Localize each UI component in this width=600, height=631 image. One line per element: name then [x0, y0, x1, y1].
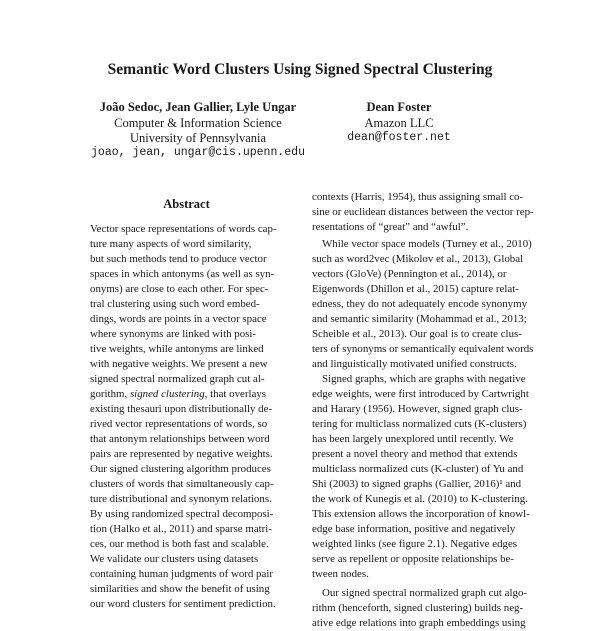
abstract-line: existing thesauri upon distributionally de-: [90, 403, 273, 415]
abstract-line: By using randomized spectral decomposi-: [90, 508, 274, 520]
author-email-1: joao, jean, ungar@cis.upenn.edu: [91, 146, 305, 159]
body-line: Scheible et al., 2013). Our goal is to create clus-: [312, 328, 522, 340]
abstract-line: rived vector representations of words, so: [90, 418, 268, 430]
abstract-line: tral clustering using such word embed-: [90, 298, 260, 310]
affiliation-1-line-1: Computer & Information Science: [114, 116, 282, 130]
body-line: ters of synonyms or semantically equivalent words: [312, 343, 534, 355]
abstract-line: ture distributional and synonym relations.: [90, 493, 272, 505]
body-line: This extension allows the incorporation of knowl-: [312, 508, 530, 520]
paper-title: Semantic Word Clusters Using Signed Spectral Clustering: [107, 61, 493, 78]
abstract-line: clusters of words that simultaneously cap-: [90, 478, 274, 490]
affiliation-1-line-2: University of Pennsylvania: [129, 131, 267, 145]
body-line: and Harary (1956). However, signed graph clus-: [312, 403, 523, 415]
abstract-line: We validate our clusters using datasets: [90, 553, 259, 565]
abstract-line: onyms) are close to each other. For spec-: [90, 283, 269, 295]
author-email-2: dean@foster.net: [347, 131, 451, 144]
body-line: ative edge relations into graph embeddings using: [312, 617, 526, 629]
author-names-1: João Sedoc, Jean Gallier, Lyle Ungar: [99, 100, 297, 114]
body-line: sine or euclidean distances between the vector rep-: [312, 206, 534, 218]
body-line: tering for multiclass normalized cuts (K-clusters): [312, 418, 527, 430]
body-line: edge weights, were first introduced by Cartwright: [312, 388, 529, 400]
abstract-heading: Abstract: [163, 197, 210, 211]
body-line: such as word2vec (Mikolov et al., 2013), Global: [312, 253, 524, 265]
abstract-line: where synonyms are linked with posi-: [90, 328, 257, 340]
body-line: Our signed spectral normalized graph cut algo-: [322, 587, 528, 599]
abstract-line: ces, our method is both fast and scalable.: [90, 538, 269, 550]
abstract-line: tion (Halko et al., 2011) and sparse matri-: [90, 523, 272, 535]
abstract-line: with negative weights. We present a new: [90, 358, 268, 370]
body-line: present a novel theory and method that extends: [312, 448, 518, 460]
body-line: edness, they do not adequately encode synonymy: [312, 298, 528, 310]
body-line: and semantic similarity (Mohammad et al., 2013;: [312, 313, 527, 325]
body-line: Eigenwords (Dhillon et al., 2015) capture relat-: [312, 283, 519, 295]
abstract-line: containing human judgments of word pair: [90, 568, 273, 580]
abstract-line: tive weights, while antonyms are linked: [90, 343, 264, 355]
abstract-line-signed-clustering: gorithm, signed clustering, that overlays: [90, 388, 267, 400]
body-line: tween nodes.: [312, 568, 369, 580]
body-line: While vector space models (Turney et al., 2010): [322, 238, 532, 250]
abstract-line: that antonym relationships between word: [90, 433, 270, 445]
abstract-line: but such methods tend to produce vector: [90, 253, 267, 265]
body-line: vectors (GloVe) (Pennington et al., 2014), or: [312, 268, 507, 280]
body-line: and linguistically motivated unified constructs.: [312, 358, 517, 370]
body-line: serve as repellent or opposite relationships be-: [312, 553, 515, 565]
body-line: Shi (2003) to signed graphs (Gallier, 2016)¹ and: [312, 478, 522, 490]
abstract-line: spaces in which antonyms (as well as syn-: [90, 268, 275, 280]
body-line: edge base information, positive and negatively: [312, 523, 516, 535]
body-line: the work of Kunegis et al. (2010) to K-clustering.: [312, 493, 528, 505]
abstract-line: Vector space representations of words cap-: [90, 223, 277, 235]
abstract-line: pairs are represented by negative weights.: [90, 448, 273, 460]
abstract-line: signed spectral normalized graph cut al-: [90, 373, 265, 385]
affiliation-2-line-1: Amazon LLC: [364, 116, 434, 130]
abstract-line: Our signed clustering algorithm produces: [90, 463, 271, 475]
body-line: multiclass normalized cuts (K-cluster) of Yu and: [312, 463, 524, 475]
body-line: rithm (henceforth, signed clustering) builds neg-: [312, 602, 524, 614]
body-line: contexts (Harris, 1954), thus assigning small co-: [312, 191, 524, 203]
abstract-line: dings, words are points in a vector space: [90, 313, 267, 325]
abstract-line: our word clusters for sentiment prediction.: [90, 598, 276, 610]
abstract-line: similarities and show the benefit of using: [90, 583, 270, 595]
body-line: weighted links (see figure 2.1). Negative edges: [312, 538, 518, 550]
body-line: has been largely unexplored until recently. We: [312, 433, 514, 445]
body-line: resentations of “great” and “awful”.: [312, 221, 469, 233]
author-names-2: Dean Foster: [366, 100, 432, 114]
body-line: Signed graphs, which are graphs with negative: [322, 373, 526, 385]
abstract-line: ture many aspects of word similarity,: [90, 238, 252, 250]
